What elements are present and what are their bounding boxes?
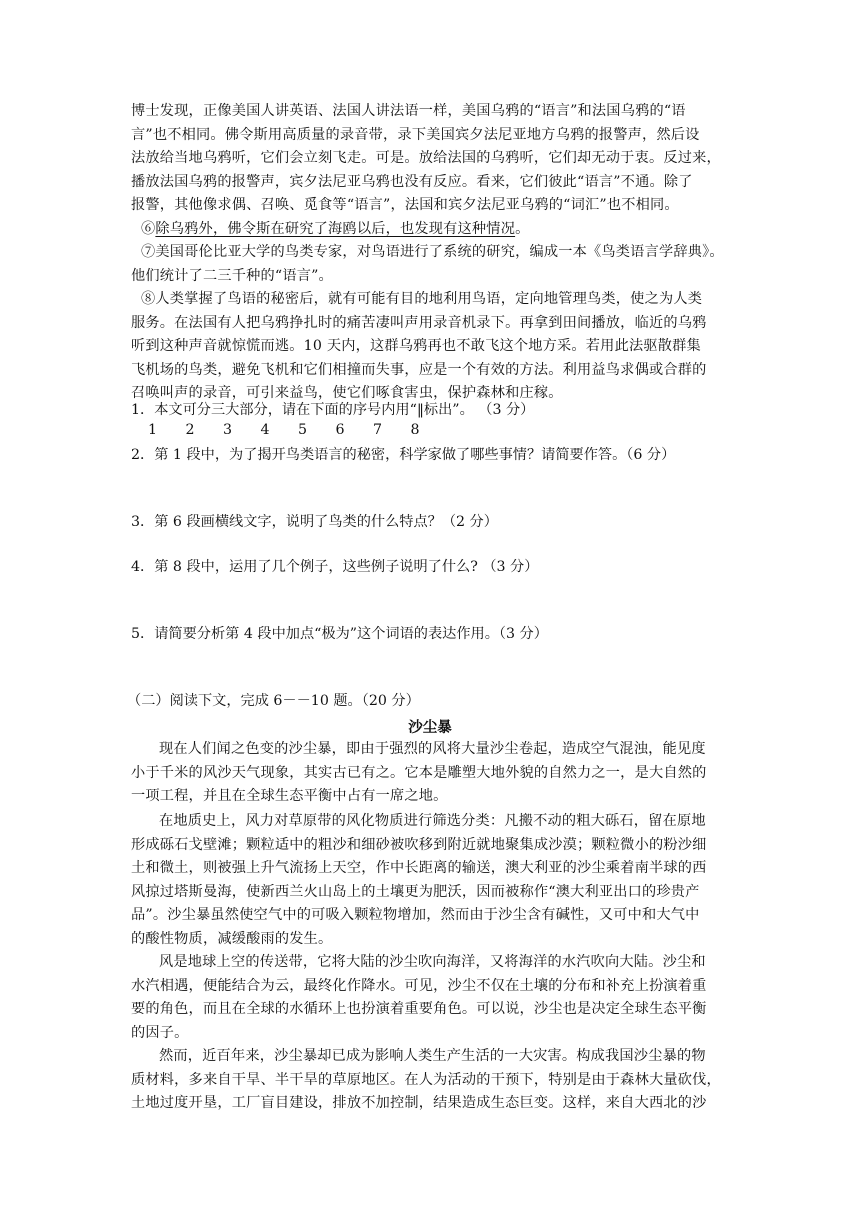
text-line: 现在人们闻之色变的沙尘暴，即由于强烈的风将大量沙尘卷起，造成空气混浊，能见度 [159, 741, 706, 757]
text-line: 播放法国乌鸦的报警声，宾夕法尼亚乌鸦也没有反应。看来，它们彼此“语言”不通。除了 [131, 173, 693, 190]
passage-paragraph-7 [131, 241, 741, 288]
text-line: 服务。在法国有人把乌鸦挣扎时的痛苦凄叫声用录音机录下。再拿到田间播放，临近的乌鸦 [131, 314, 707, 331]
text-line: 一项工程，并且在全球生态平衡中占有一席之地。 [131, 788, 448, 805]
text-line: 的因子。 [131, 1024, 189, 1041]
text-line: 风是地球上空的传送带，它将大陆的沙尘吹向海洋，又将海洋的水汽吹向大陆。沙尘和 [159, 954, 706, 970]
passage-paragraph-6 [131, 218, 741, 242]
text-line: 听到这种声音就惊慌而逃。10 天内，这群乌鸦再也不敢飞这个地方采。若用此法驱散群集 [131, 338, 701, 355]
paragraph-number-7: 7 [373, 422, 383, 438]
text-line: 在地质史上，风力对草原带的风化物质进行筛选分类：凡搬不动的粗大砾石，留在原地 [159, 813, 706, 829]
text-line: 风掠过塔斯曼海，使新西兰火山岛上的土壤更为肥沃，因而被称作“澳大利亚出口的珍贵产 [131, 883, 700, 900]
text-line: 小于千米的风沙天气现象，其实古已有之。它本是雕塑大地外貌的自然力之一，是大自然的 [131, 764, 707, 781]
text-line: ⑦美国哥伦比亚大学的鸟类专家，对鸟语进行了系统的研究，编成一本《鸟类语言学辞典》。 [141, 244, 724, 260]
text-line: 言”也不相同。佛令斯用高质量的录音带，录下美国宾夕法尼亚地方乌鸦的报警声，然后设 [131, 126, 700, 143]
text-line: 他们统计了二三千种的“语言”。 [131, 267, 333, 284]
text-line: 形成砾石戈壁滩；颗粒适中的粗沙和细砂被吹移到附近就地聚集成沙漠；颗粒微小的粉沙细 [131, 836, 707, 853]
paragraph-number-1: 1 [148, 422, 158, 438]
underlined-sentence: 除乌鸦外，佛令斯在研究了海鸥以后，也发现有这种情况 [155, 221, 516, 237]
paragraph-number-5: 5 [298, 422, 308, 438]
text-line: 博士发现，正像美国人讲英语、法国人讲法语一样，美国乌鸦的“语言”和法国乌鸦的“语 [131, 103, 686, 119]
text-line: 要的角色，而且在全球的水循环上也扮演着重要角色。可以说，沙尘也是决定全球生态平衡 [131, 1001, 707, 1018]
paragraph-number-2: 2 [185, 422, 195, 438]
question-2: 2．第 1 段中，为了揭开鸟类语言的秘密，科学家做了哪些事情？请简要作答。（6 分） [131, 447, 676, 463]
text-line: ⑧人类掌握了鸟语的秘密后，就有可能有目的地利用鸟语，定向地管理鸟类，使之为人类 [141, 291, 703, 307]
paragraph-number-8: 8 [410, 422, 420, 438]
text-line: 土和微土，则被强上升气流扬上天空，作中长距离的输送，澳大利亚的沙尘乘着南半球的西 [131, 860, 707, 877]
passage-paragraph-5 [131, 100, 741, 218]
text-line: 然而，近百年来，沙尘暴却已成为影响人类生产生活的一大灾害。构成我国沙尘暴的物 [159, 1048, 706, 1064]
question-3: 3．第 6 段画横线文字，说明了鸟类的什么特点？（2 分） [131, 514, 498, 530]
article-title: 沙尘暴 [408, 720, 452, 736]
text-line: 的酸性物质，减缓酸雨的发生。 [131, 930, 333, 947]
paragraph-number-row [148, 422, 448, 438]
paragraph-number: ⑥ [141, 221, 156, 237]
text-line: 质材料，多来自干旱、半干旱的草原地区。在人为活动的干预下，特别是由于森林大量砍伐， [131, 1071, 721, 1088]
article-paragraph-2 [131, 810, 741, 952]
section-heading: （二）阅读下文，完成 6－－10 题。（20 分） [127, 693, 420, 709]
article-paragraph-4 [131, 1045, 741, 1116]
text-line: 报警，其他像求偶、召唤、觅食等“语言”，法国和宾夕法尼亚乌鸦的“词汇”也不相同。 [131, 197, 679, 214]
question-5: 5．请简要分析第 4 段中加点“极为”这个词语的表达作用。（3 分） [131, 626, 548, 642]
question-4: 4．第 8 段中，运用了几个例子，这些例子说明了什么? （3 分） [131, 559, 539, 575]
question-1: 1．本文可分三大部分，请在下面的序号内用“‖标出”。 （3 分） [131, 402, 535, 418]
passage-paragraph-8 [131, 288, 741, 406]
text-line: 法放给当地乌鸦听，它们会立刻飞走。可是。放给法国的乌鸦听，它们却无动于衷。反过来， [131, 150, 721, 167]
text-line: 土地过度开垦，工厂盲目建设，排放不加控制，结果造成生态巨变。这样，来自大西北的沙 [131, 1095, 707, 1112]
article-paragraph-1 [131, 738, 741, 809]
paragraph-number-6: 6 [335, 422, 345, 438]
text-line: 品”。沙尘暴虽然使空气中的可吸入颗粒物增加，然而由于沙尘含有碱性，又可中和大气中 [131, 907, 700, 924]
text-line: 飞机场的鸟类，避免飞机和它们相撞而失事，应是一个有效的方法。利用益鸟求偶或合群的 [131, 361, 707, 378]
text-fragment: 。 [515, 221, 530, 237]
paragraph-number-4: 4 [260, 422, 270, 438]
text-line: 水汽相遇，便能结合为云，最终化作降水。可见，沙尘不仅在土壤的分布和补充上扮演着重 [131, 977, 707, 994]
article-paragraph-3 [131, 951, 741, 1045]
paragraph-number-3: 3 [223, 422, 233, 438]
text-line: 召唤叫声的录音，可引来益鸟，使它们啄食害虫，保护森林和庄稼。 [131, 385, 563, 402]
